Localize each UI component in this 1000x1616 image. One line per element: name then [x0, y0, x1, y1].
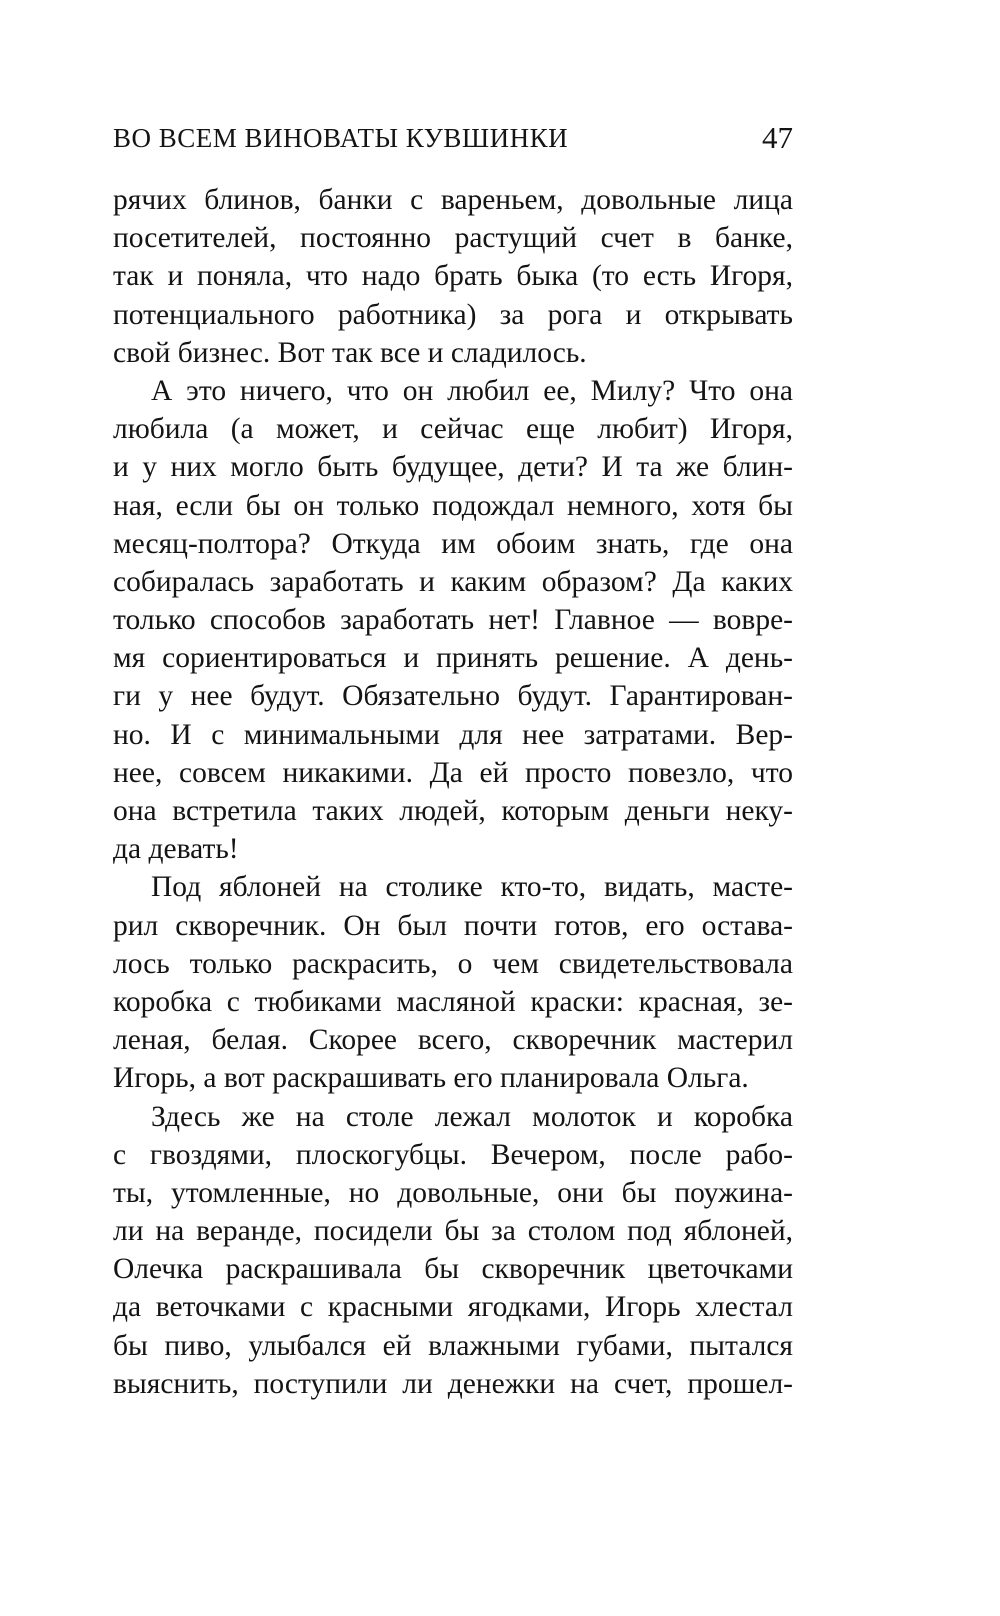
text-line: свой бизнес. Вот так все и сладилось. [113, 336, 587, 369]
running-title: ВО ВСЕМ ВИНОВАТЫ КУВШИНКИ [113, 123, 569, 153]
text-line: ная, если бы он только подождал немного, хотя бы [113, 489, 793, 522]
text-line: коробка с тюбиками масляной краски: красная, зе- [113, 985, 793, 1018]
text-line: с гвоздями, плоскогубцы. Вечером, после рабо- [113, 1138, 793, 1171]
running-head [113, 118, 793, 158]
text-line: и у них могло быть будущее, дети? И та же блин- [113, 451, 793, 484]
text-line: А это ничего, что он любил ее, Милу? Что она [151, 374, 793, 407]
text-line: Здесь же на столе лежал молоток и коробка [151, 1100, 793, 1133]
text-line: леная, белая. Скорее всего, скворечник мастерил [113, 1024, 793, 1057]
text-line: ги у нее будут. Обязательно будут. Гарантирован- [113, 680, 793, 713]
text-line: выяснить, поступили ли денежки на счет, прошел- [113, 1367, 793, 1400]
page-number: 47 [762, 120, 793, 155]
text-line: Игорь, а вот раскрашивать его планировала Ольга. [113, 1062, 749, 1095]
text-line: месяц-полтора? Откуда им обоим знать, где она [113, 527, 793, 560]
text-line: бы пиво, улыбался ей влажными губами, пытался [113, 1329, 793, 1362]
text-line: рячих блинов, банки с вареньем, довольные лица [113, 184, 793, 216]
text-line: Олечка раскрашивала бы скворечник цветочками [113, 1253, 793, 1286]
text-line: лось только раскрасить, о чем свидетельствовала [113, 947, 793, 980]
text-line: мя сориентироваться и принять решение. А день- [113, 642, 793, 675]
text-line: Под яблоней на столике кто-то, видать, масте- [151, 871, 793, 904]
text-line: нее, совсем никакими. Да ей просто повезло, что [113, 756, 793, 789]
text-line: рил скворечник. Он был почти готов, его остава- [113, 909, 793, 942]
text-line: любила (а может, и сейчас еще любит) Игоря, [113, 413, 793, 446]
text-line: ли на веранде, посидели бы за столом под яблоней, [113, 1215, 793, 1248]
text-line: она встретила таких людей, которым деньги неку- [113, 795, 793, 827]
text-line: собиралась заработать и каким образом? Да каких [113, 565, 793, 598]
body-text [113, 181, 793, 1403]
text-line: так и поняла, что надо брать быка (то есть Игоря, [113, 260, 793, 293]
text-line: да веточками с красными ягодками, Игорь хлестал [113, 1291, 793, 1324]
text-line: только способов заработать нет! Главное — вовре- [113, 604, 793, 637]
text-line: ты, утомленные, но довольные, они бы поужина- [113, 1176, 793, 1209]
text-line: посетителей, постоянно растущий счет в банке, [113, 222, 793, 255]
text-line: да девать! [113, 833, 239, 866]
text-line: потенциального работника) за рога и открывать [113, 298, 793, 331]
text-line: но. И с минимальными для нее затратами. Вер- [113, 718, 793, 751]
